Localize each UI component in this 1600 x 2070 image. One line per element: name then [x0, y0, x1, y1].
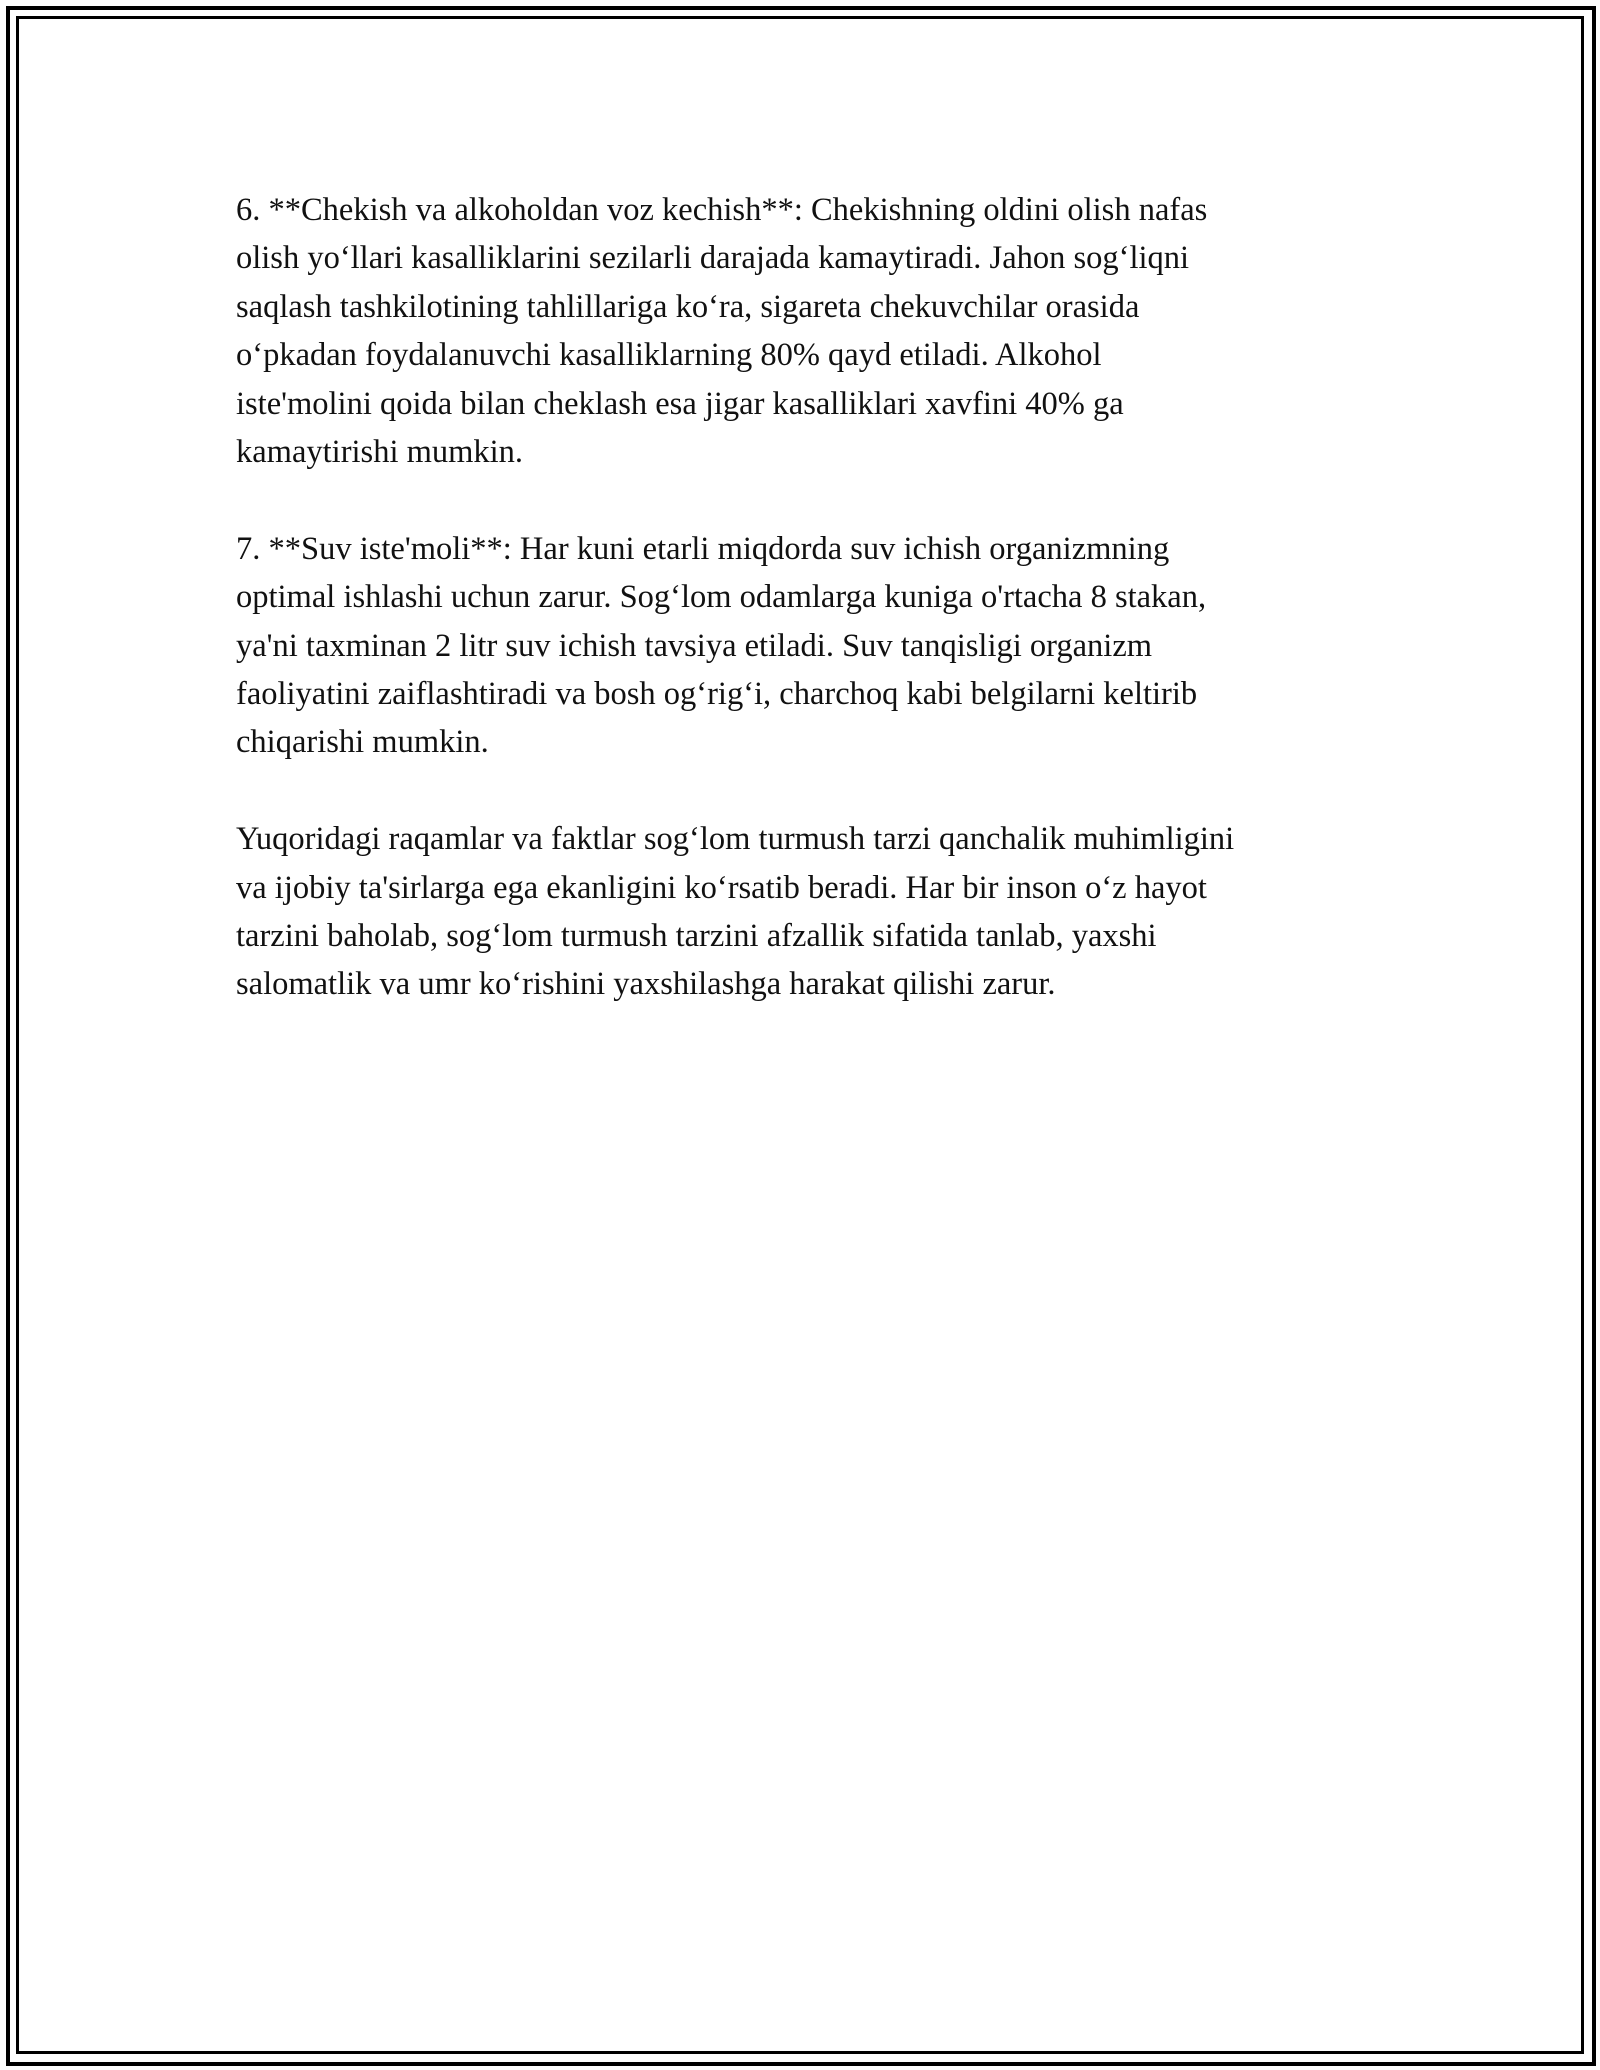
paragraph-spacer	[236, 476, 1376, 524]
text-line: o‘pkadan foydalanuvchi kasalliklarning 80% qayd etiladi. Alkohol	[236, 337, 1102, 374]
paragraph-water-intake	[236, 525, 1376, 767]
paragraph-conclusion	[236, 815, 1376, 1009]
text-line: saqlash tashkilotining tahlillariga ko‘ra, sigareta chekuvchilar orasida	[236, 288, 1140, 325]
text-line: ya'ni taxminan 2 litr suv ichish tavsiya etiladi. Suv tanqisligi organizm	[236, 627, 1153, 664]
text-line: tarzini baholab, sog‘lom turmush tarzini afzallik sifatida tanlab, yaxshi	[236, 918, 1157, 955]
text-line: 6. **Chekish va alkoholdan voz kechish**: Chekishning oldini olish nafas	[236, 192, 1208, 228]
text-line: va ijobiy ta'sirlarga ega ekanligini ko‘rsatib beradi. Har bir inson o‘z hayot	[236, 869, 1207, 906]
text-line: chiqarishi mumkin.	[236, 724, 489, 761]
paragraph-spacer	[236, 767, 1376, 815]
text-line: optimal ishlashi uchun zarur. Sog‘lom odamlarga kuniga o'rtacha 8 stakan,	[236, 579, 1207, 616]
text-line: faoliyatini zaiflashtiradi va bosh og‘rig‘i, charchoq kabi belgilarni keltirib	[236, 676, 1198, 713]
text-line: 7. **Suv iste'moli**: Har kuni etarli miqdorda suv ichish organizmning	[236, 530, 1170, 567]
text-line: salomatlik va umr ko‘rishini yaxshilashga harakat qilishi zarur.	[236, 966, 1056, 1003]
text-line: Yuqoridagi raqamlar va faktlar sog‘lom turmush tarzi qanchalik muhimligini	[236, 821, 1235, 858]
text-line: olish yo‘llari kasalliklarini sezilarli darajada kamaytiradi. Jahon sog‘liqni	[236, 240, 1190, 277]
text-line: kamaytirishi mumkin.	[236, 434, 524, 471]
text-line: iste'molini qoida bilan cheklash esa jigar kasalliklari xavfini 40% ga	[236, 385, 1124, 422]
document-body	[236, 186, 1376, 1009]
paragraph-smoking-alcohol	[236, 186, 1376, 476]
